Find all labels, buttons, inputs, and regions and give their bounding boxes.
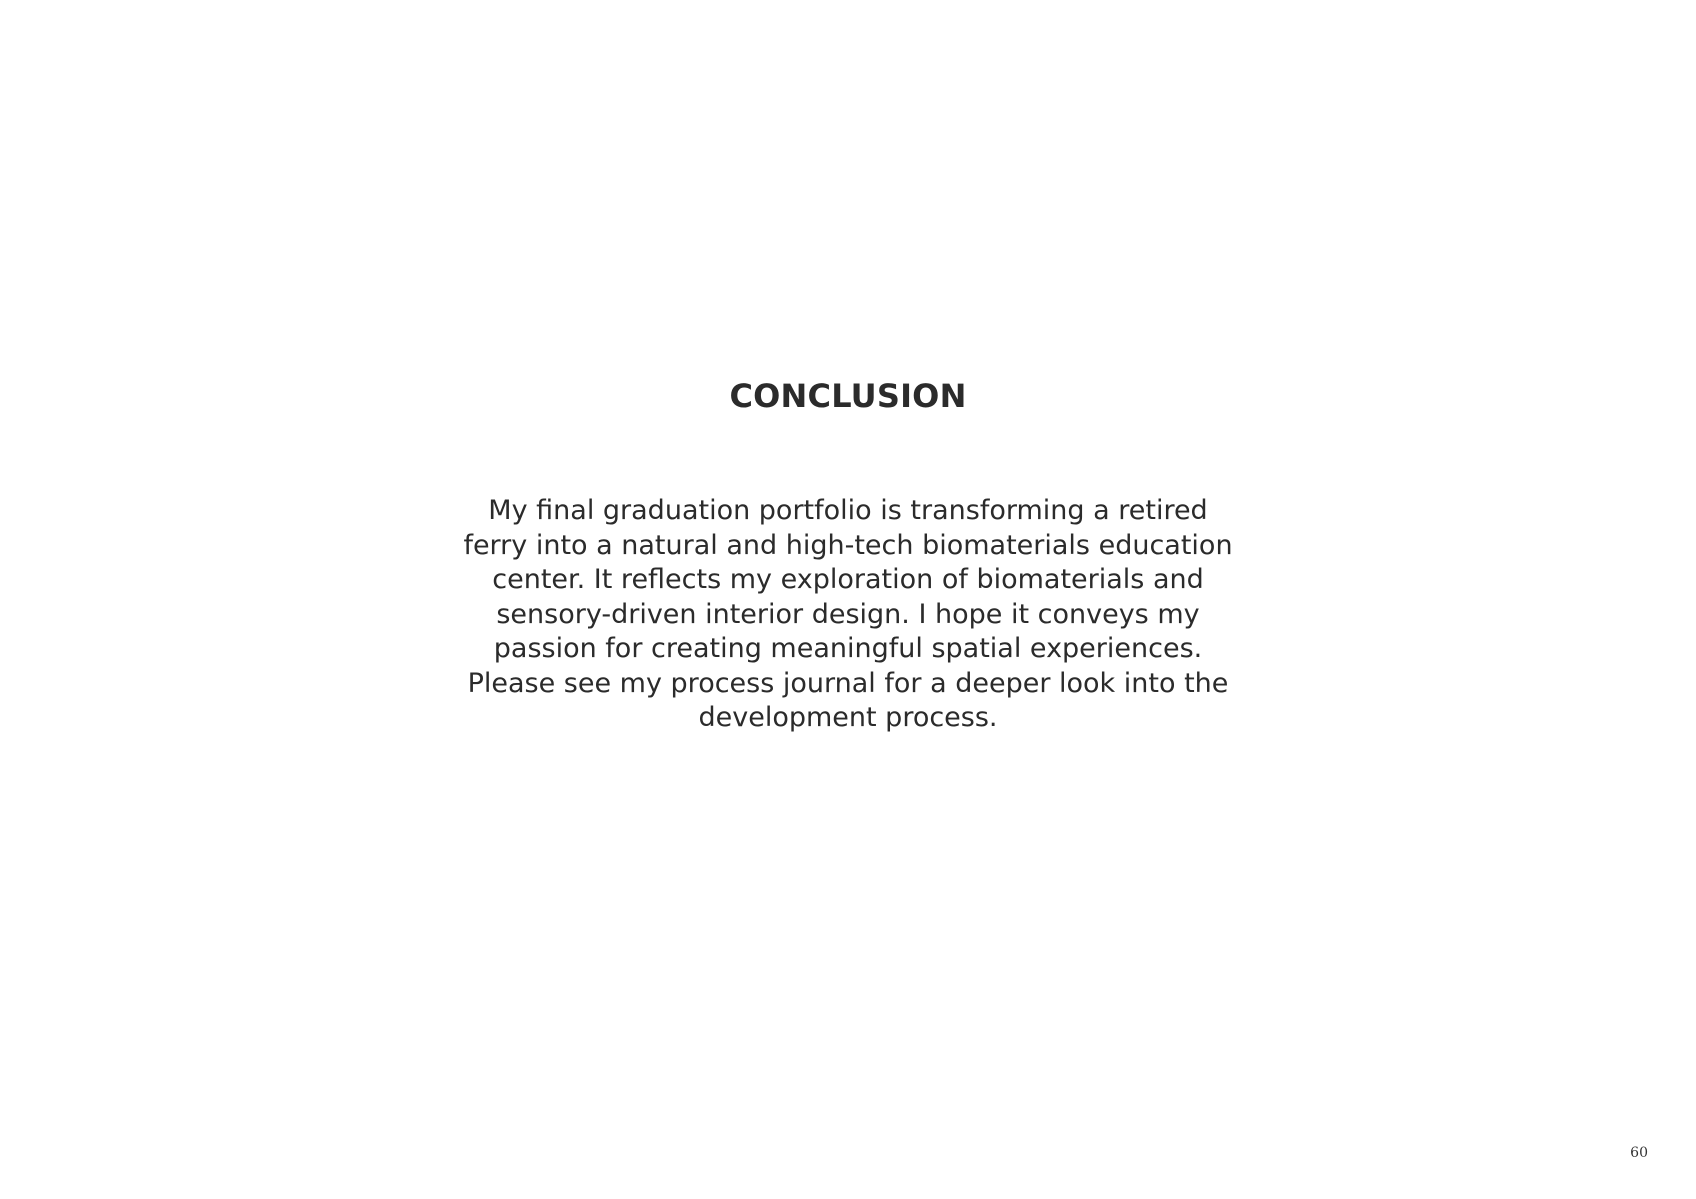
paragraph-line: sensory-driven interior design. I hope it conveys my: [496, 598, 1200, 630]
paragraph-line: ferry into a natural and high-tech biomaterials education: [463, 529, 1233, 561]
paragraph-line: passion for creating meaningful spatial experiences.: [493, 633, 1203, 664]
paragraph-line: center. It reflects my exploration of biomaterials and: [492, 564, 1204, 595]
page-number: 60: [1630, 1145, 1648, 1161]
conclusion-paragraph: [448, 494, 1248, 736]
paragraph-line: development process.: [698, 702, 998, 733]
paragraph-line: My final graduation portfolio is transforming a retired: [488, 495, 1208, 526]
page-title: CONCLUSION: [729, 377, 967, 415]
paragraph-line: Please see my process journal for a deeper look into the: [467, 667, 1229, 699]
